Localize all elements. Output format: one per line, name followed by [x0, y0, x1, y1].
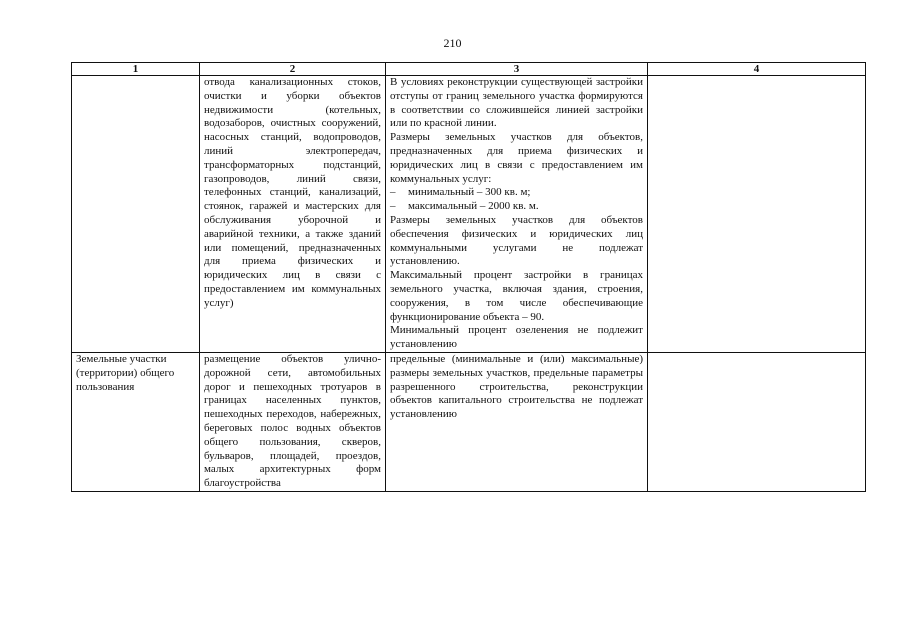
row1-param-list-item-2 — [390, 200, 643, 214]
page-number: 210 — [443, 36, 462, 50]
column-header-2: 2 — [200, 63, 386, 76]
row1-param-paragraph-1: В условиях реконструкции существующей застройки отступы от границ земельного участка формируются в соответствии со сложившейся линией застройки или по красной линии. — [390, 76, 643, 130]
row2-parameters-cell: предельные (минимальные и (или) максимальные) размеры земельных участков, предельные параметры разрешенного строительства, реконструкции объектов капитального строительства не подлежат установлению — [386, 352, 648, 491]
row1-parameters-cell — [386, 76, 648, 353]
table-row — [72, 352, 866, 491]
table-header-row — [72, 63, 866, 76]
column-header-3: 3 — [386, 63, 648, 76]
row2-permitted-use-cell: размещение объектов улично-дорожной сети, автомобильных дорог и пешеходных тротуаров в границах населенных пунктов, пешеходных переходов, набережных, береговых полос водных объектов общего пользования, скверов, бульваров, площадей, проездов, малых архитектурных форм благоустройства — [200, 352, 386, 491]
table-row — [72, 76, 866, 353]
row1-param-list-item-1 — [390, 186, 643, 200]
column-header-4: 4 — [648, 63, 866, 76]
list-item-text: минимальный – 300 кв. м; — [408, 186, 531, 199]
row1-param-paragraph-4: Максимальный процент застройки в границах земельного участка, включая здания, строения, сооружения, в том числе обеспечивающие функционирование объекта – 90. — [390, 269, 643, 323]
regulations-table — [71, 62, 866, 492]
dash-marker: – — [390, 186, 396, 199]
row1-permitted-use-cell: отвода канализационных стоков, очистки и уборки объектов недвижимости (котельных, водозаборов, очистных сооружений, насосных станций, водопроводов, линий электропередач, трансформаторных подстанций, газопроводов, линий связи, телефонных станций, канализаций, стоянок, гаражей и мастерских для обслуживания уборочной и аварийной техники, а также зданий или помещений, предназначенных для приема физических и юридических лиц в связи с предоставлением им коммунальных услуг) — [200, 76, 386, 353]
row1-param-paragraph-2: Размеры земельных участков для объектов, предназначенных для приема физических и юридических лиц в связи с предоставлением им коммунальных услуг: — [390, 131, 643, 185]
column-header-1: 1 — [72, 63, 200, 76]
row1-param-paragraph-3: Размеры земельных участков для объектов обеспечения физических и юридических лиц коммунальными услугами не подлежат установлению. — [390, 213, 643, 268]
row1-notes-cell — [648, 76, 866, 353]
row2-notes-cell — [648, 352, 866, 491]
dash-marker: – — [390, 200, 396, 213]
row1-param-paragraph-5: Минимальный процент озеленения не подлежит установлению — [390, 324, 643, 351]
row1-zone-cell — [72, 76, 200, 353]
row2-zone-cell: Земельные участки (территории) общего пользования — [72, 352, 200, 491]
list-item-text: максимальный – 2000 кв. м. — [408, 200, 539, 213]
